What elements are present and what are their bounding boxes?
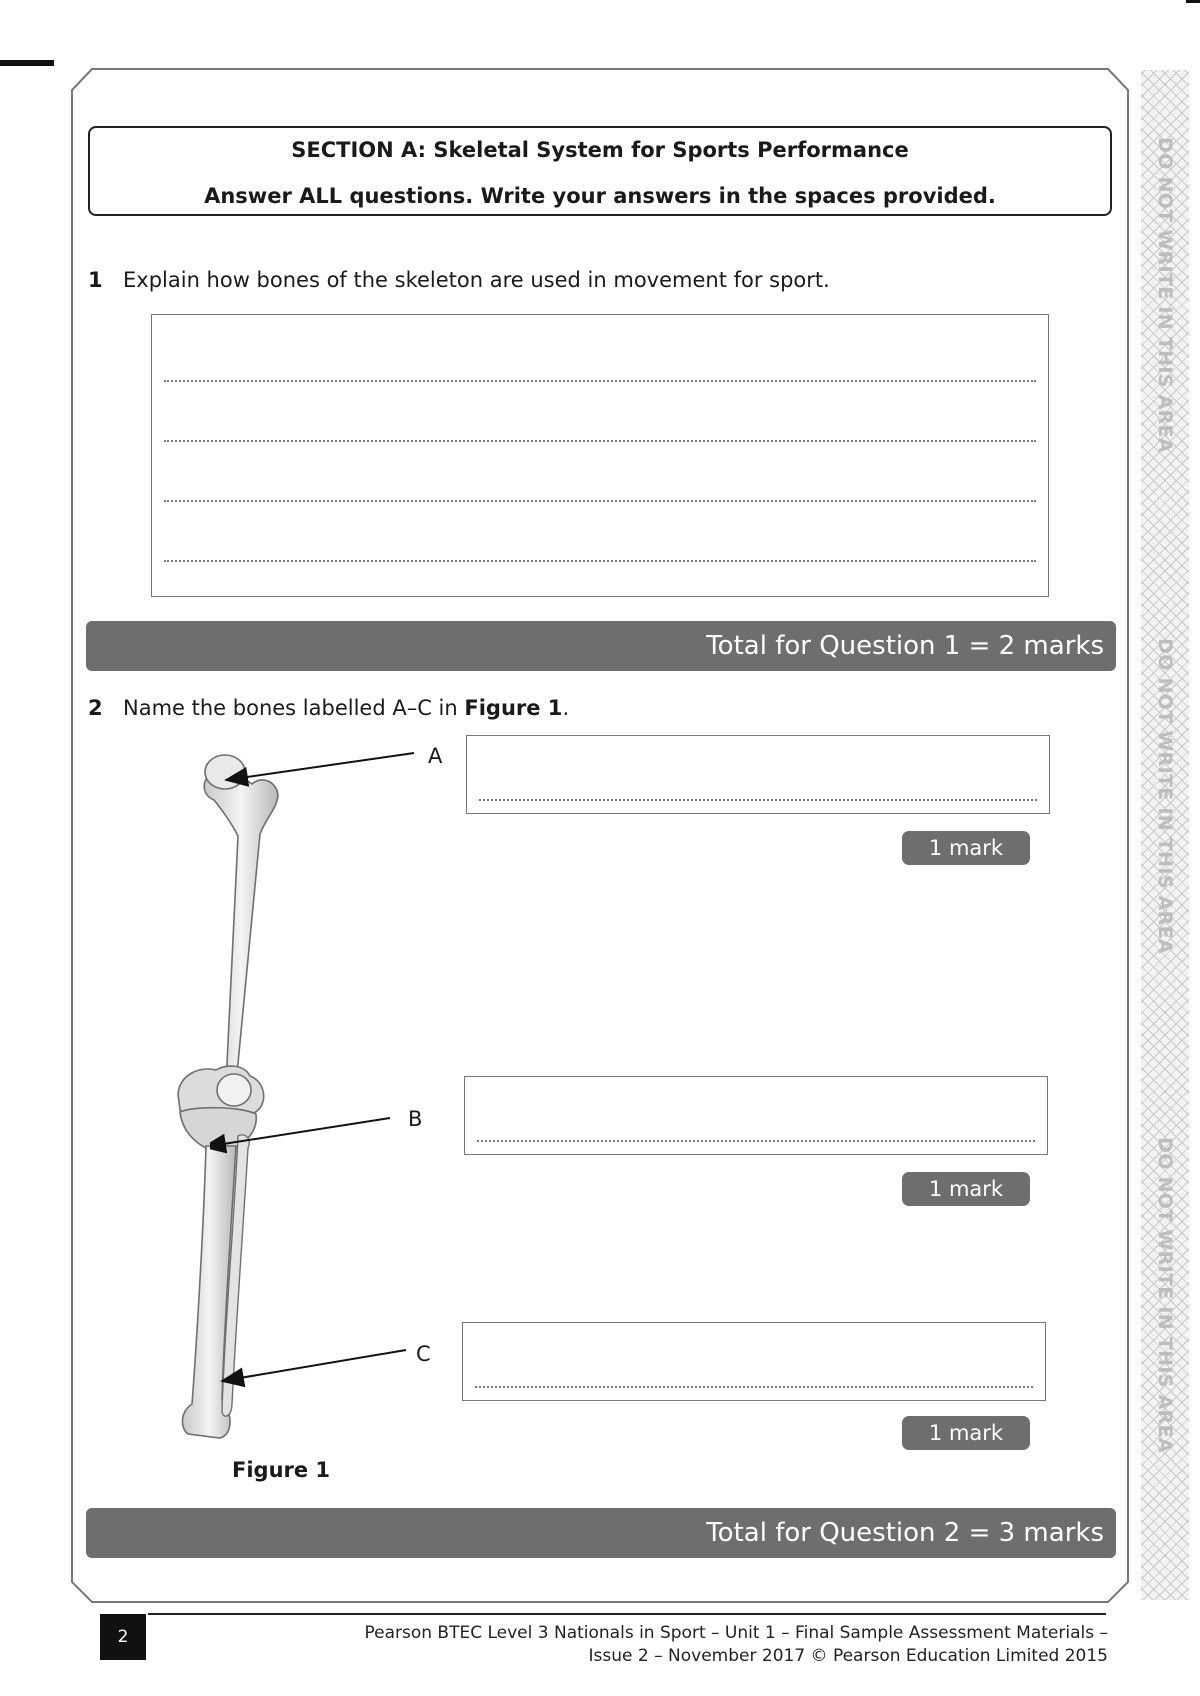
mark-pill-b: 1 mark xyxy=(902,1172,1030,1206)
section-header xyxy=(88,126,1112,216)
figure-reference: Figure 1 xyxy=(464,696,563,720)
answer-line xyxy=(164,560,1036,562)
question-1-number: 1 xyxy=(88,268,103,292)
bone-label-a: A xyxy=(428,744,443,768)
answer-line xyxy=(164,440,1036,442)
do-not-write-text: DO NOT WRITE IN THIS AREA xyxy=(1154,1137,1176,1453)
do-not-write-text: DO NOT WRITE IN THIS AREA xyxy=(1154,638,1176,954)
answer-box-c[interactable] xyxy=(462,1322,1046,1401)
footer-line-2: Issue 2 – November 2017 © Pearson Education Limited 2015 xyxy=(588,1646,1108,1666)
answer-line xyxy=(164,500,1036,502)
question-2-total: Total for Question 2 = 3 marks xyxy=(86,1508,1116,1558)
page-number: 2 xyxy=(100,1614,146,1660)
do-not-write-text: DO NOT WRITE IN THIS AREA xyxy=(1154,137,1176,453)
bone-label-b: B xyxy=(408,1107,423,1131)
question-1-total: Total for Question 1 = 2 marks xyxy=(86,621,1116,671)
footer-text xyxy=(364,1622,1108,1668)
section-title: SECTION A: Skeletal System for Sports Performance xyxy=(291,138,909,162)
question-1-text: Explain how bones of the skeleton are used in movement for sport. xyxy=(123,268,830,292)
answer-line xyxy=(477,1140,1035,1142)
answer-box-a[interactable] xyxy=(466,735,1050,814)
mark-pill-a: 1 mark xyxy=(902,831,1030,865)
question-2-number: 2 xyxy=(88,696,103,720)
answer-line xyxy=(475,1386,1033,1388)
do-not-write-strip xyxy=(1141,70,1189,1600)
answer-box-b[interactable] xyxy=(464,1076,1048,1155)
question-2-text-start: Name the bones labelled A–C in xyxy=(123,696,465,720)
footer-rule xyxy=(148,1613,1106,1615)
footer-line-1: Pearson BTEC Level 3 Nationals in Sport – Unit 1 – Final Sample Assessment Materials – xyxy=(364,1623,1108,1643)
question-2-text xyxy=(123,696,569,720)
bone-label-c: C xyxy=(416,1342,431,1366)
figure-caption: Figure 1 xyxy=(232,1458,331,1482)
question-2-text-end: . xyxy=(562,696,570,720)
section-instruction: Answer ALL questions. Write your answers in the spaces provided. xyxy=(204,184,996,208)
mark-pill-c: 1 mark xyxy=(902,1416,1030,1450)
answer-line xyxy=(164,380,1036,382)
label-leader-lines xyxy=(210,745,430,1395)
answer-line xyxy=(479,799,1037,801)
corner-mark xyxy=(0,60,54,66)
corner-mark xyxy=(1186,0,1200,3)
question-1-answer-box[interactable] xyxy=(151,314,1049,597)
